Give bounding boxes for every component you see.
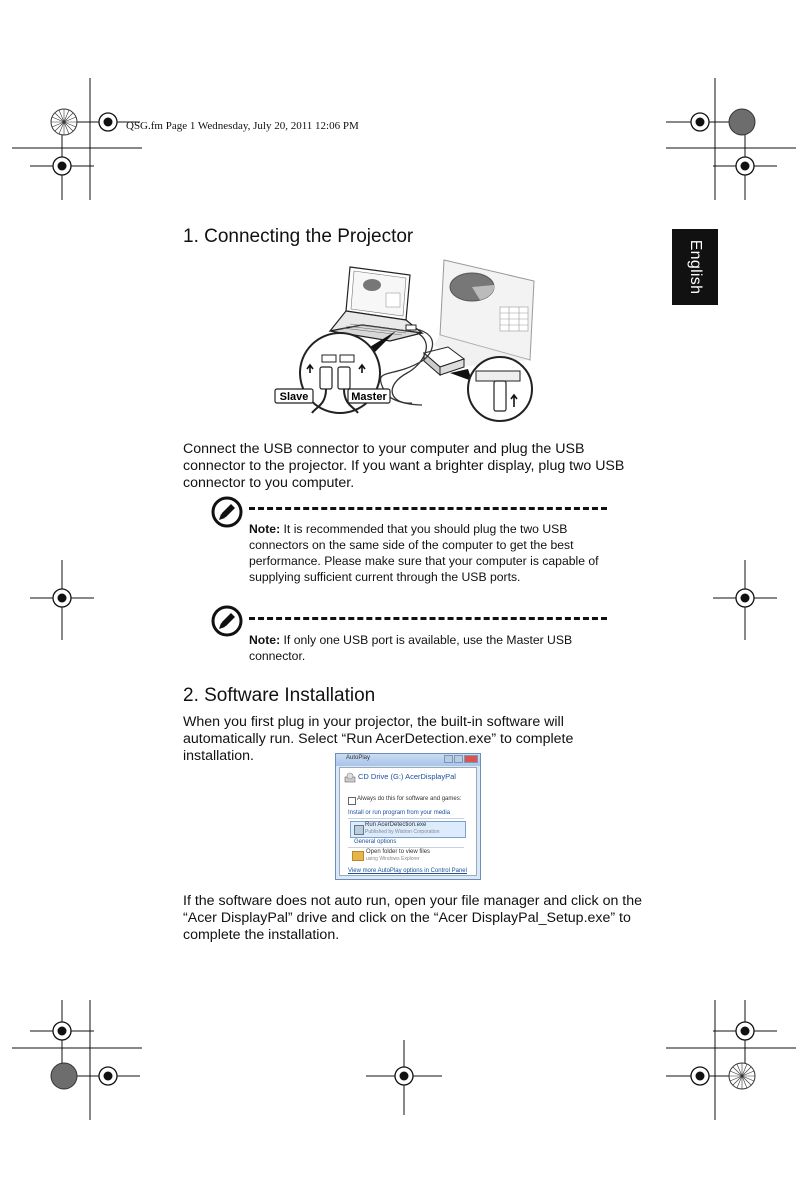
note-separator xyxy=(249,617,607,620)
connection-illustration xyxy=(272,255,542,425)
laptop xyxy=(330,267,422,341)
always-checkbox[interactable] xyxy=(348,797,356,805)
general-section-label: General options xyxy=(354,839,397,845)
run-option-publisher: Published by Wistron Corporation xyxy=(365,829,440,835)
file-info-header: QSG.fm Page 1 Wednesday, July 20, 2011 12:06 PM xyxy=(126,120,359,132)
folder-icon xyxy=(352,851,364,861)
app-icon xyxy=(354,825,364,835)
section-title-software: 2. Software Installation xyxy=(183,685,376,706)
slave-label: Slave xyxy=(279,391,309,403)
run-option-label: Run AcerDetection.exe xyxy=(365,822,427,828)
note-label: Note: xyxy=(249,633,281,647)
note-text: If only one USB port is available, use the Master USB connector. xyxy=(249,633,573,663)
autoplay-dialog xyxy=(335,753,481,880)
language-tab xyxy=(672,229,718,305)
minimize-button[interactable] xyxy=(444,755,453,763)
install-section-label: Install or run program from your media xyxy=(348,810,451,816)
language-tab-label: English xyxy=(687,239,704,295)
control-panel-link[interactable]: View more AutoPlay options in Control Panel xyxy=(348,868,467,874)
note-icon xyxy=(211,605,243,637)
manual-install-instructions: If the software does not auto run, open your file manager and click on the “Acer DisplayPal” drive and click on the “Acer DisplayPal_Setup.exe” to complete the installation. xyxy=(183,893,643,943)
projector-port-callout xyxy=(468,357,532,421)
note-usb-same-side xyxy=(249,521,609,585)
autoplay-title: AutoPlay xyxy=(346,755,371,761)
note-master-usb xyxy=(249,632,609,664)
always-checkbox-label: Always do this for software and games: xyxy=(357,796,462,802)
drive-label: CD Drive (G:) AcerDisplayPal xyxy=(358,772,456,781)
open-folder-option[interactable]: Open folder to view files xyxy=(366,849,431,855)
master-label: Master xyxy=(351,391,387,403)
software-instructions: When you first plug in your projector, the built-in software will automatically run. Select “Run AcerDetection.exe” to complete installation. xyxy=(183,714,574,764)
note-icon xyxy=(211,496,243,528)
autoplay-body xyxy=(339,767,477,876)
cd-drive-icon xyxy=(344,772,356,784)
section-title-connecting: 1. Connecting the Projector xyxy=(183,226,414,247)
autoplay-title-bar xyxy=(336,754,480,766)
open-folder-sub: using Windows Explorer xyxy=(366,856,420,862)
close-button[interactable] xyxy=(464,755,478,763)
run-acerdetection-option[interactable] xyxy=(350,821,466,838)
connect-instructions: Connect the USB connector to your computer and plug the USB connector to the projector. If you want a brighter display, plug two USB connector to you computer. xyxy=(183,441,625,491)
maximize-button[interactable] xyxy=(454,755,463,763)
note-label: Note: xyxy=(249,522,281,536)
note-separator xyxy=(249,507,607,510)
note-text: It is recommended that you should plug the two USB connectors on the same side of the computer to get the best performance. Please make sure that your computer is capable of supplying sufficient current through the USB ports. xyxy=(249,522,599,584)
